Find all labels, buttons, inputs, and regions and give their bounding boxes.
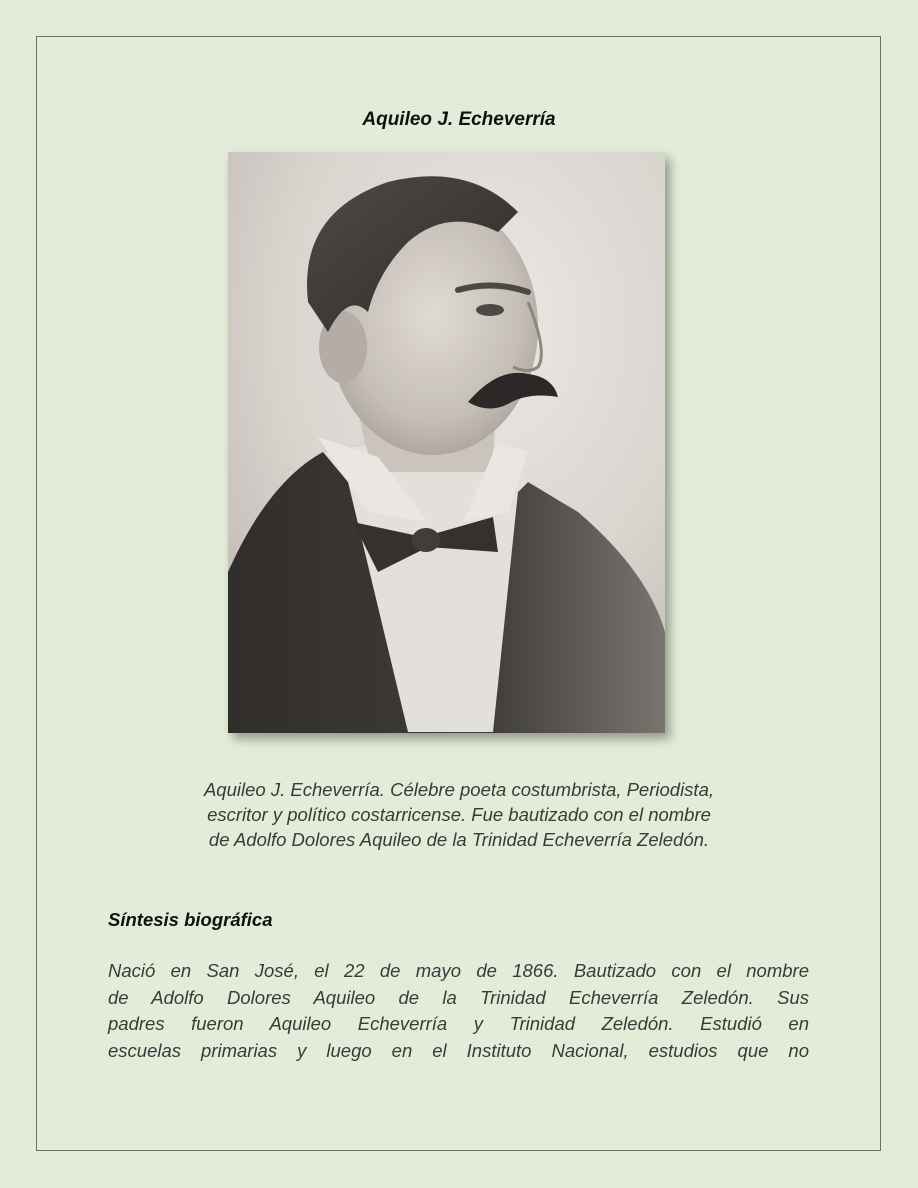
section-heading: Síntesis biográfica [108,909,273,930]
caption-line: de Adolfo Dolores Aquileo de la Trinidad Echeverría Zeledón. [208,829,710,850]
caption-line: Aquileo J. Echeverría. Célebre poeta costumbrista, Periodista, [203,779,715,800]
portrait-photo [228,152,665,733]
photo-caption [120,777,798,852]
paragraph-line: escuelas primarias y luego en el Instituto Nacional, estudios que no [108,1039,809,1061]
paragraph-line: padres fueron Aquileo Echeverría y Trinidad Zeledón. Estudió en [108,1013,809,1034]
biography-paragraph [108,958,809,1064]
caption-line: escritor y político costarricense. Fue bautizado con el nombre [207,804,711,825]
paragraph-line: Nació en San José, el 22 de mayo de 1866. Bautizado con el nombre [108,960,809,981]
document-title: Aquileo J. Echeverría [362,109,556,130]
paragraph-line: de Adolfo Dolores Aquileo de la Trinidad Echeverría Zeledón. Sus [108,986,809,1008]
